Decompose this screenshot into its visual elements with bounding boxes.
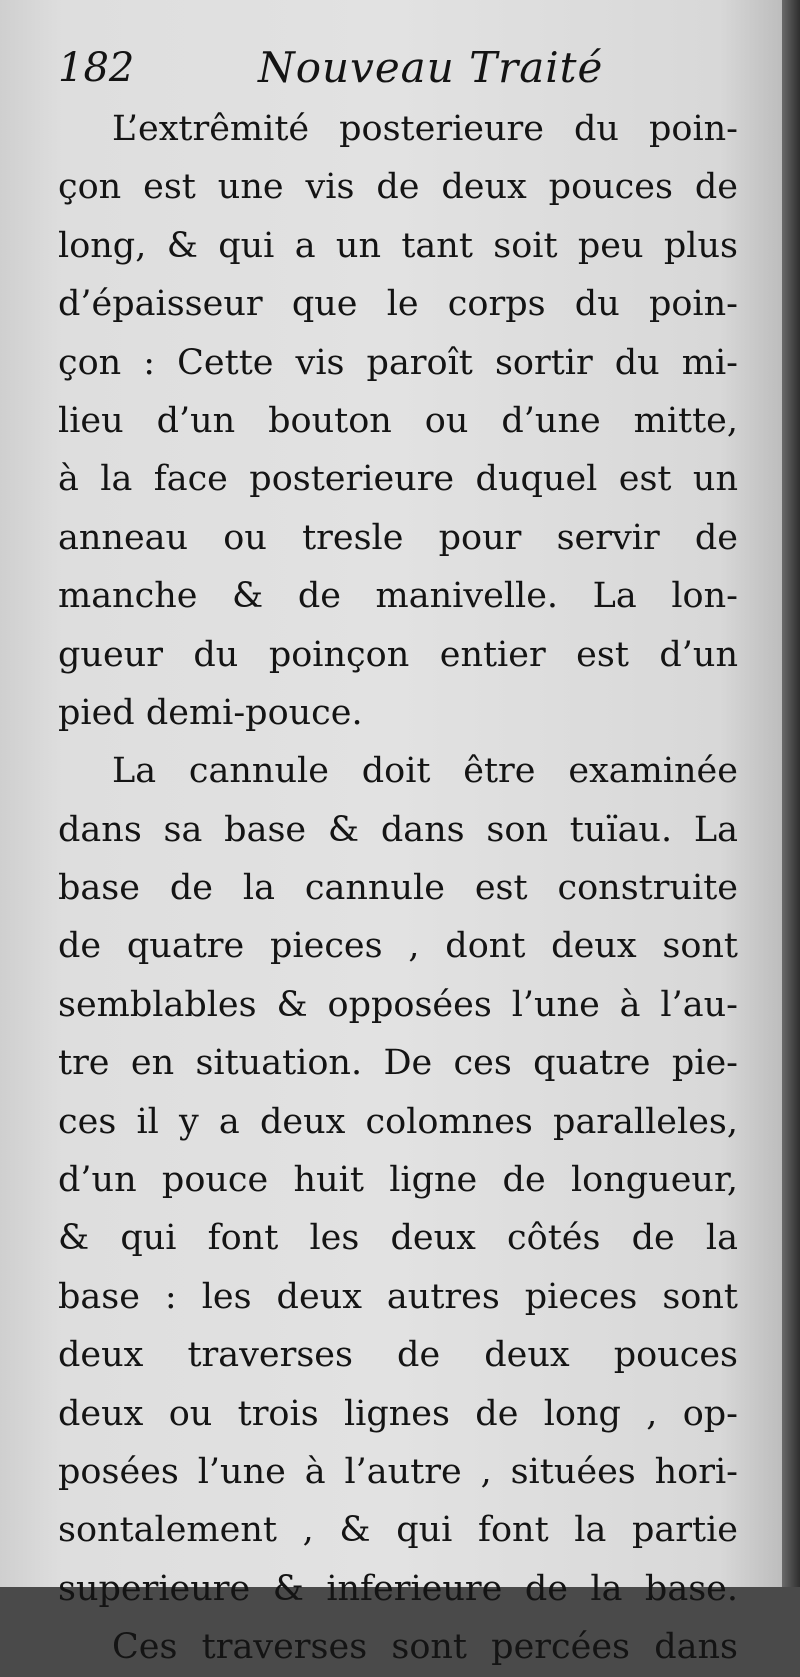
text-line: Ces traverses sont percées dans	[112, 1627, 738, 1668]
text-line: gueur du poinçon entier est d’un	[58, 634, 738, 675]
text-line: long, & qui a un tant soit peu plus	[58, 225, 738, 266]
text-line: superieure & inferieure de la base.	[58, 1568, 738, 1609]
body-text	[58, 100, 738, 1677]
page-number: 182	[58, 45, 135, 91]
text-line: dans sa base & dans son tuïau. La	[58, 809, 738, 850]
text-line: base de la cannule est construite	[58, 868, 738, 909]
text-line: d’épaisseur que le corps du poin-	[58, 284, 738, 325]
text-line: ces il y a deux colomnes paralleles,	[58, 1101, 738, 1142]
text-line: & qui font les deux côtés de la	[58, 1218, 738, 1259]
text-line: L’extrêmité posterieure du poin-	[112, 109, 738, 149]
page-header	[58, 38, 758, 98]
text-line: base : les deux autres pieces sont	[58, 1276, 738, 1317]
text-line: deux traverses de deux pouces	[58, 1335, 738, 1376]
running-title: Nouveau Traité	[258, 43, 604, 92]
text-line: d’un pouce huit ligne de longueur,	[58, 1160, 738, 1201]
text-line: manche & de manivelle. La lon-	[58, 576, 738, 617]
text-line: çon est une vis de deux pouces de	[58, 167, 738, 208]
text-line: semblables & opposées l’une à l’au-	[58, 984, 738, 1025]
text-line: à la face posterieure duquel est un	[58, 459, 738, 500]
text-line: de quatre pieces , dont deux sont	[58, 926, 738, 967]
text-line: La cannule doit être examinée	[112, 751, 738, 792]
text-line: lieu d’un bouton ou d’une mitte,	[58, 400, 738, 441]
text-line: deux ou trois lignes de long , op-	[58, 1393, 738, 1434]
text-line: tre en situation. De ces quatre pie-	[58, 1043, 738, 1084]
text-line: pied demi-pouce.	[58, 692, 363, 733]
text-line: sontalement , & qui font la partie	[58, 1510, 738, 1551]
page-edge-shadow	[782, 0, 800, 1587]
text-line: anneau ou tresle pour servir de	[58, 517, 738, 558]
text-line: posées l’une à l’autre , situées hori-	[58, 1451, 738, 1492]
text-line: çon : Cette vis paroît sortir du mi-	[58, 342, 738, 383]
